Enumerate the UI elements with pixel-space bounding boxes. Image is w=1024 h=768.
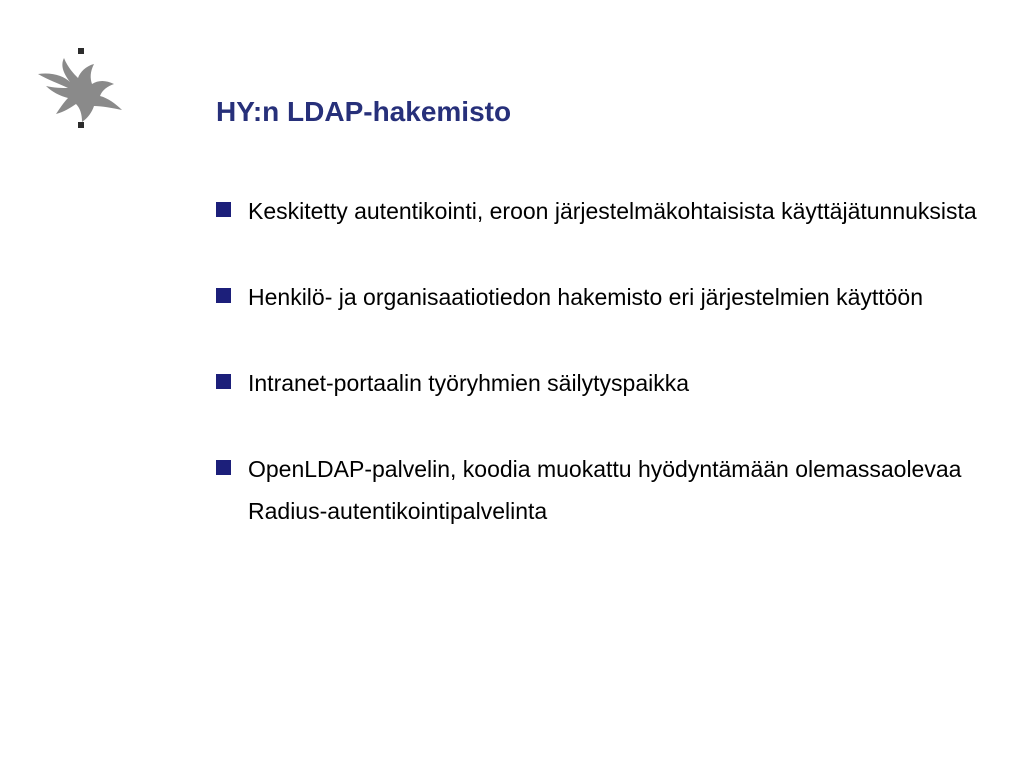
bullet-text: Intranet-portaalin työryhmien säilytyspaikka xyxy=(248,370,690,396)
bullet-item xyxy=(216,362,1006,404)
slide-title: HY:n LDAP-hakemisto xyxy=(216,96,512,127)
square-bullet-icon xyxy=(216,460,231,475)
square-bullet-icon xyxy=(216,202,231,217)
bullet-item xyxy=(216,190,1006,232)
bullet-text: OpenLDAP-palvelin, koodia muokattu hyödyntämään olemassaolevaa Radius-autentikointipalvelinta xyxy=(248,456,962,524)
bullet-item xyxy=(216,276,1006,318)
square-bullet-icon xyxy=(216,288,231,303)
bullet-text: Keskitetty autentikointi, eroon järjestelmäkohtaisista käyttäjätunnuksista xyxy=(248,198,977,224)
bullet-text: Henkilö- ja organisaatiotiedon hakemisto eri järjestelmien käyttöön xyxy=(248,284,924,310)
flame-logo-icon xyxy=(34,44,126,136)
bullet-item xyxy=(216,448,1006,532)
square-bullet-icon xyxy=(216,374,231,389)
bullet-list xyxy=(216,190,1006,576)
